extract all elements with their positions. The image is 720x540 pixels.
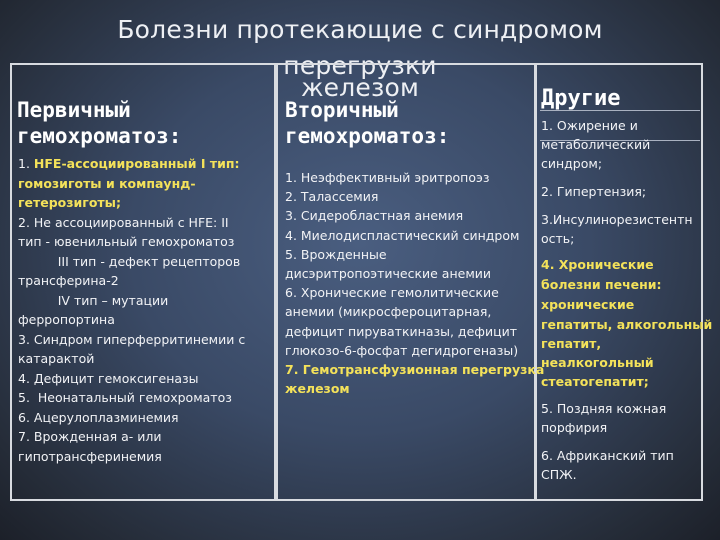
- secondary-list-item: 7. Гемотрансфузионная перегрузка: [285, 362, 545, 377]
- primary-list-item: 2. Не ассоциированный с HFE: II: [18, 214, 229, 230]
- other-list-item: 1. Ожирение и: [541, 118, 638, 133]
- title-line-2: железом: [300, 73, 420, 102]
- secondary-list-item: дисэритропоэтические анемии: [285, 266, 491, 281]
- primary-heading-line-1: Первичный: [17, 98, 131, 122]
- primary-list-item: тип - ювенильный гемохроматоз: [18, 234, 235, 249]
- other-list-item: ость;: [541, 231, 575, 246]
- secondary-list-item: анемии (микросфероцитарная,: [285, 304, 492, 320]
- primary-list-item: трансферина-2: [18, 273, 119, 288]
- primary-list-item: гипотрансферинемия: [18, 448, 162, 464]
- secondary-list-item: глюкозо-6-фосфат дегидрогеназы): [285, 342, 519, 358]
- other-list-item: 6. Африканский тип: [541, 448, 674, 463]
- other-list-item: хронические: [541, 297, 635, 312]
- other-list-item: гепатит,: [541, 336, 602, 351]
- other-list-item: 5. Поздняя кожная: [541, 401, 667, 416]
- other-list-item: СПЖ.: [541, 467, 577, 482]
- primary-list-item: 3. Синдром гиперферритинемии с: [18, 331, 246, 347]
- other-list-item: гепатиты, алкогольный: [541, 317, 713, 332]
- primary-list-item: III тип - дефект рецепторов: [18, 253, 241, 269]
- secondary-list-item: 1. Неэффективный эритропоэз: [285, 170, 490, 185]
- secondary-list-item: 6. Хронические гемолитические: [285, 285, 499, 301]
- primary-heading: [17, 97, 181, 149]
- primary-list-item: 4. Дефицит гемоксигеназы: [18, 370, 199, 386]
- secondary-list-item: 5. Врожденные: [285, 246, 387, 262]
- secondary-list-item: 2. Талассемия: [285, 189, 379, 205]
- other-list-item: метаболический: [541, 137, 651, 152]
- primary-heading-line-2: гемохроматоз:: [17, 124, 182, 148]
- primary-list-item: 6. Ацерулоплазминемия: [18, 409, 179, 425]
- other-list-item: порфирия: [541, 420, 608, 435]
- other-list-item: 4. Хронические: [541, 257, 654, 272]
- primary-list-item: IV тип – мутации: [18, 292, 169, 308]
- primary-list-item: катарактой: [18, 351, 95, 366]
- secondary-list-item: 4. Миелодиспластический синдром: [285, 227, 520, 243]
- primary-list-item: 1. HFE-ассоциированный I тип:: [18, 156, 240, 171]
- primary-list-item: гомозиготы и компаунд-: [18, 175, 196, 191]
- other-heading: Другие: [541, 86, 621, 111]
- other-list-item: неалкогольный: [541, 355, 654, 370]
- secondary-heading-line-2: гемохроматоз:: [285, 124, 450, 148]
- secondary-heading: [285, 97, 449, 149]
- primary-list-item: ферропортина: [18, 312, 115, 327]
- other-list-item: стеатогепатит;: [541, 374, 649, 389]
- primary-list-item: 5. Неонатальный гемохроматоз: [18, 390, 232, 405]
- other-list-item: болезни печени:: [541, 277, 662, 292]
- title-line-1: Болезни протекающие с синдромом перегрузки: [117, 15, 603, 80]
- secondary-list-item: дефицит пируваткиназы, дефицит: [285, 323, 517, 339]
- secondary-heading-line-1: Вторичный: [285, 98, 399, 122]
- secondary-list-item: железом: [285, 381, 350, 397]
- primary-list-item: гетерозиготы;: [18, 195, 121, 210]
- secondary-list-item: 3. Сидеробластная анемия: [285, 208, 464, 224]
- other-list-item: 3.Инсулинорезистентн: [541, 212, 693, 227]
- primary-list-item: 7. Врожденная а- или: [18, 429, 162, 444]
- other-list-item: синдром;: [541, 156, 603, 171]
- other-list-item: 2. Гипертензия;: [541, 184, 647, 199]
